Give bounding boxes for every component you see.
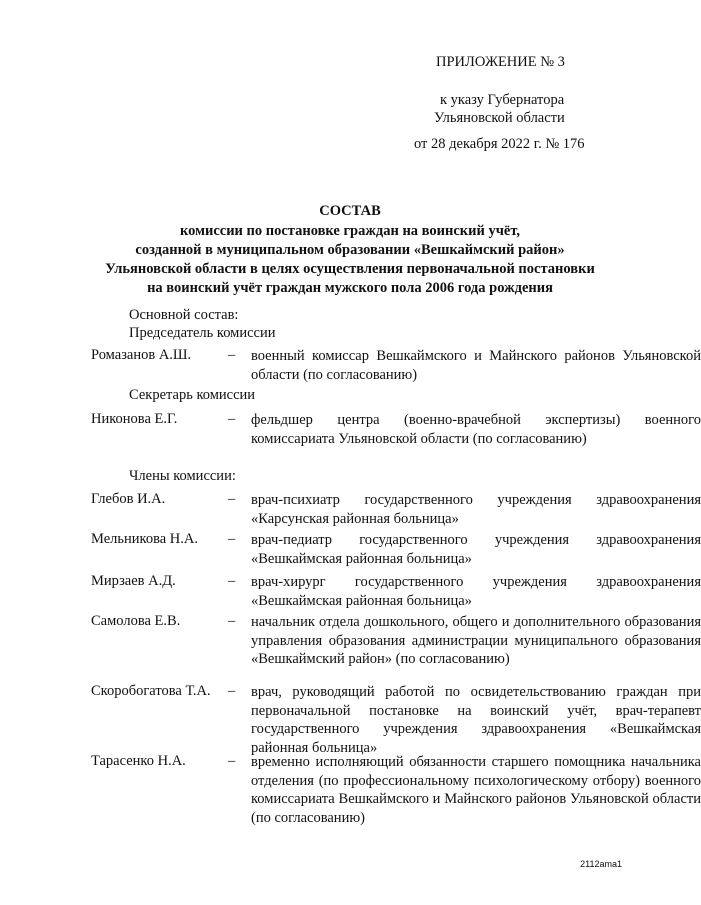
title-line-3: Ульяновской области в целях осуществления первоначальной постановки [105,261,595,277]
member-dash: – [228,347,236,363]
member-dash: – [228,683,236,699]
document-code: 2112ama1 [580,859,622,869]
member-position: фельдшер центра (военно-врачебной экспертизы) военного комиссариата Ульяновской области (по согласованию) [251,412,701,447]
member-dash: – [228,613,236,629]
title-line-1: комиссии по постановке граждан на воинский учёт, [179,223,521,239]
section-secretary: Секретарь комиссии [129,387,256,403]
member-position: врач, руководящий работой по освидетельствованию граждан при первоначальной постановке на воинский учёт, врач-терапевт государственного учреждения здравоохранения «Вешкаймская районная больница» [251,684,701,756]
title-line-2: созданной в муниципальном образовании «Вешкаймский район» [135,242,565,258]
decree-reference-line1: к указу Губернатора [440,92,565,108]
member-name: Глебов И.А. [91,491,166,507]
member-name: Ромазанов А.Ш. [91,347,192,363]
member-name: Самолова Е.В. [91,613,181,629]
member-dash: – [228,491,236,507]
member-name: Мирзаев А.Д. [91,573,176,589]
decree-reference-line2: Ульяновской области [434,110,565,126]
member-position: врач-психиатр государственного учреждения здравоохранения «Карсунская районная больница» [251,492,701,527]
member-name: Никонова Е.Г. [91,411,178,427]
member-position: временно исполняющий обязанности старшего помощника начальника отделения (по профессиональному психологическому отбору) военного комиссариата Вешкаймского и Майнского районов Ульяновской области (по согласованию) [251,754,701,826]
section-chair: Председатель комиссии [129,325,276,341]
member-name: Мельникова Н.А. [91,531,198,547]
member-position: врач-хирург государственного учреждения здравоохранения «Вешкаймская районная больница» [251,574,701,609]
title-line-4: на воинский учёт граждан мужского пола 2006 года рождения [147,280,553,296]
member-dash: – [228,531,236,547]
member-dash: – [228,411,236,427]
member-name: Скоробогатова Т.А. [91,683,211,699]
appendix-number: ПРИЛОЖЕНИЕ № 3 [436,54,565,70]
section-members: Члены комиссии: [129,468,236,484]
member-dash: – [228,753,236,769]
document-heading: СОСТАВ [319,203,381,219]
decree-date: от 28 декабря 2022 г. № 176 [414,136,585,152]
member-position: военный комиссар Вешкаймского и Майнского районов Ульяновской области (по согласованию) [251,348,701,383]
section-main-composition: Основной состав: [129,307,239,323]
member-name: Тарасенко Н.А. [91,753,186,769]
member-position: врач-педиатр государственного учреждения здравоохранения «Вешкаймская районная больница» [251,532,701,567]
member-dash: – [228,573,236,589]
member-position: начальник отдела дошкольного, общего и дополнительного образования управления образования администрации муниципального образования «Вешкаймский район» (по согласованию) [251,614,701,667]
